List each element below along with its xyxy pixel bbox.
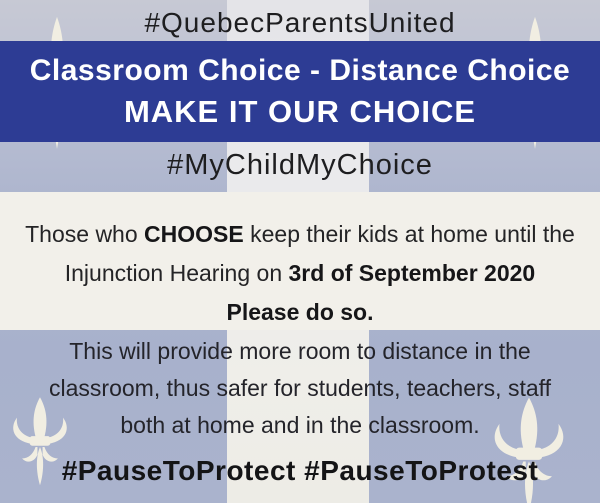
message-line1-post: keep their kids at home until the (243, 221, 575, 247)
message-line2-pre: Injunction Hearing on (64, 260, 289, 286)
message-line-1 (0, 215, 600, 254)
mid-hashtag: #MyChildMyChoice (167, 149, 433, 181)
banner-title-line2: MAKE IT OUR CHOICE (123, 94, 477, 129)
message-line2-bold: 3rd of September 2020 (288, 260, 536, 286)
title-banner (0, 41, 600, 142)
message-line3-bold: Please do so. (226, 299, 374, 325)
top-hashtag: #QuebecParentsUnited (144, 7, 456, 38)
message-line1-bold: CHOOSE (144, 221, 244, 247)
message-line-2 (0, 254, 600, 293)
message-box (0, 192, 600, 330)
message-line-3 (0, 293, 600, 332)
body-line-1: This will provide more room to distance in the (69, 338, 531, 364)
body-text (0, 333, 600, 444)
body-line-3: both at home and in the classroom. (120, 412, 480, 438)
message-line1-pre: Those who (25, 221, 145, 247)
body-line-2: classroom, thus safer for students, teachers, staff (49, 375, 551, 401)
banner-title-line1: Classroom Choice - Distance Choice (29, 54, 571, 87)
bottom-hashtags: #PauseToProtect #PauseToProtest (61, 455, 539, 486)
